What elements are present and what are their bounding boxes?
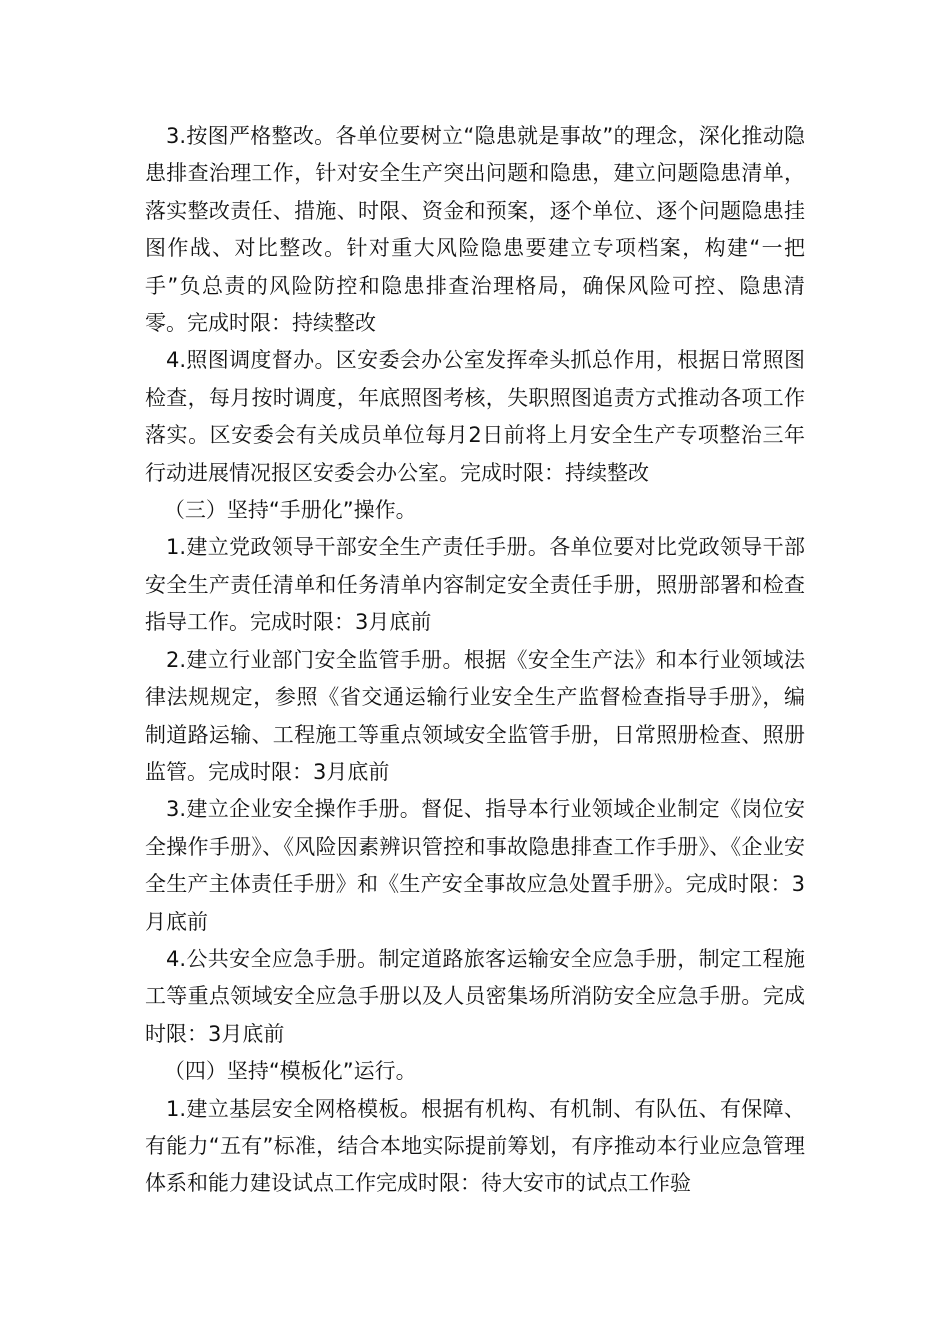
paragraph-leader-manual: 1.建立党政领导干部安全生产责任手册。各单位要对比党政领导干部安全生产责任清单和任务清单内容制定安全责任手册，照册部署和检查指导工作。完成时限：3月底前 [145, 535, 805, 635]
section-heading-manual: （三）坚持“手册化”操作。 [163, 498, 417, 523]
paragraph-dispatch-supervision: 4.照图调度督办。区安委会办公室发挥牵头抓总作用，根据日常照图检查，每月按时调度，年底照图考核，失职照图追责方式推动各项工作落实。区安委会有关成员单位每月2日前将上月安全生产专项整治三年行动进展情况报区安委会办公室。完成时限：持续整改 [145, 348, 805, 485]
document-page [145, 118, 805, 1203]
paragraph-emergency-manual: 4.公共安全应急手册。制定道路旅客运输安全应急手册，制定工程施工等重点领域安全应急手册以及人员密集场所消防安全应急手册。完成时限：3月底前 [145, 946, 805, 1046]
paragraph-enterprise-manual: 3.建立企业安全操作手册。督促、指导本行业领域企业制定《岗位安全操作手册》、《风险因素辨识管控和事故隐患排查工作手册》、《企业安全生产主体责任手册》和《生产安全事故应急处置手册》。完成时限：3月底前 [145, 797, 805, 934]
section-heading-template: （四）坚持“模板化”运行。 [163, 1059, 417, 1084]
paragraph-grid-template: 1.建立基层安全网格模板。根据有机构、有机制、有队伍、有保障、有能力“五有”标准，结合本地实际提前筹划，有序推动本行业应急管理体系和能力建设试点工作完成时限：待大安市的试点工作验 [145, 1096, 805, 1196]
paragraph-rectify-by-map: 3.按图严格整改。各单位要树立“隐患就是事故”的理念，深化推动隐患排查治理工作，针对安全生产突出问题和隐患，建立问题隐患清单，落实整改责任、措施、时限、资金和预案，逐个单位、逐个问题隐患挂图作战、对比整改。针对重大风险隐患要建立专项档案，构建“一把手”负总责的风险防控和隐患排查治理格局，确保风险可控、隐患清零。完成时限：持续整改 [145, 124, 805, 336]
paragraph-supervision-manual: 2.建立行业部门安全监管手册。根据《安全生产法》和本行业领域法律法规规定，参照《省交通运输行业安全生产监督检查指导手册》，编制道路运输、工程施工等重点领域安全监管手册，日常照册检查、照册监管。完成时限：3月底前 [145, 647, 805, 784]
